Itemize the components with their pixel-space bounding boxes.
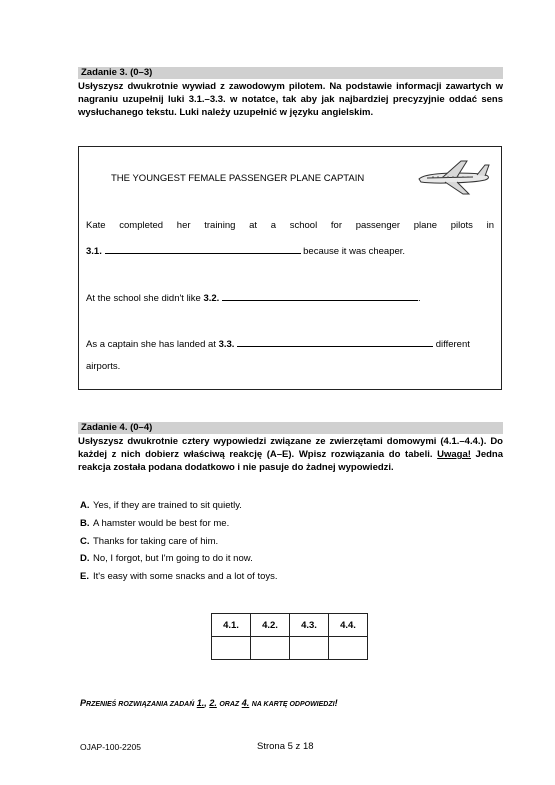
- answer-col-4-1: 4.1.: [212, 614, 251, 637]
- option-text: No, I forgot, but I'm going to do it now.: [93, 553, 253, 564]
- note-line-gap3: [86, 337, 470, 351]
- uwaga-label: Uwaga!: [437, 449, 471, 460]
- option-c: [80, 536, 218, 548]
- answer-cell-4-3[interactable]: [290, 637, 329, 660]
- option-letter: C.: [80, 536, 90, 547]
- answer-col-4-4: 4.4.: [329, 614, 368, 637]
- gap-3-3-field[interactable]: [237, 337, 433, 347]
- note-line-gap2: [86, 291, 421, 305]
- transfer-note-task-1: 1.: [196, 698, 205, 708]
- task4-instruction-2: Jedna reakcja została podana dodatkowo i nie pasuje do żadnej wypowiedzi.: [78, 449, 504, 473]
- task4-header: Zadanie 4. (0–4): [78, 422, 503, 434]
- note-line-1: Kate completed her training at a school for passenger plane pilots in: [86, 220, 494, 231]
- option-e: [80, 571, 278, 583]
- gap-3-2-field[interactable]: [222, 291, 418, 301]
- transfer-note-oraz: ORAZ: [219, 701, 240, 708]
- task3-instruction: Usłyszysz dwukrotnie wywiad z zawodowym pilotem. Na podstawie informacji zawartych w nagraniu uzupełnij luki 3.1.–3.3. w notatce, tak aby jak najbardziej precyzyjnie oddać sens wysłuchanego tekstu. Luki należy uzupełnić w języku angielskim.: [78, 81, 503, 118]
- option-d: [80, 553, 253, 565]
- transfer-note-task-2: 2.: [209, 698, 217, 708]
- gap-label-3-3: 3.3.: [218, 339, 235, 350]
- gap-3-1-field[interactable]: [105, 244, 301, 254]
- answer-cell-4-1[interactable]: [212, 637, 251, 660]
- option-letter: D.: [80, 553, 90, 564]
- gap-label-3-1: 3.1.: [86, 246, 102, 257]
- answer-cell-4-4[interactable]: [329, 637, 368, 660]
- note-box: [78, 146, 502, 390]
- transfer-note-sep: ,: [204, 698, 207, 708]
- option-letter: E.: [80, 571, 89, 582]
- airplane-icon: [413, 157, 493, 197]
- task4-instruction-1: Usłyszysz dwukrotnie cztery wypowiedzi związane ze zwierzętami domowymi (4.1.–4.4.). Do każdej z nich dobierz właściwą reakcję (A–E). Wpisz rozwiązania do tabeli.: [78, 436, 503, 460]
- answer-table-row: [212, 637, 368, 660]
- answer-table-header: [212, 614, 368, 637]
- option-letter: B.: [80, 518, 90, 529]
- transfer-note-task-4: 4.: [241, 698, 250, 708]
- page-number: Strona 5 z 18: [257, 741, 314, 752]
- gap-label-3-2: 3.2.: [203, 293, 220, 304]
- option-a: [80, 500, 242, 512]
- note-title: THE YOUNGEST FEMALE PASSENGER PLANE CAPTAIN: [111, 173, 365, 184]
- transfer-note-excl: !: [334, 698, 338, 708]
- note-line-1-end: because it was cheaper.: [303, 246, 406, 257]
- answer-col-4-2: 4.2.: [251, 614, 290, 637]
- option-text: Thanks for taking care of him.: [93, 536, 219, 547]
- option-text: It's easy with some snacks and a lot of toys.: [93, 571, 278, 582]
- task3-header: Zadanie 3. (0–3): [78, 67, 503, 79]
- note-line-2-start: At the school she didn't like: [86, 293, 201, 304]
- answer-cell-4-2[interactable]: [251, 637, 290, 660]
- transfer-note-initial: P: [80, 698, 87, 708]
- answer-col-4-3: 4.3.: [290, 614, 329, 637]
- option-letter: A.: [80, 500, 90, 511]
- task4-instruction: [78, 435, 503, 474]
- note-line-3-start: As a captain she has landed at: [86, 339, 216, 350]
- answer-table: [211, 613, 368, 660]
- note-line-4: airports.: [86, 361, 121, 372]
- exam-code: OJAP-100-2205: [80, 742, 141, 752]
- note-line-3-end: different: [435, 339, 470, 350]
- option-text: Yes, if they are trained to sit quietly.: [93, 500, 242, 511]
- transfer-note-end: NA KARTĘ ODPOWIEDZI: [251, 701, 335, 708]
- option-text: A hamster would be best for me.: [93, 518, 230, 529]
- transfer-note: [80, 698, 338, 708]
- option-b: [80, 518, 229, 530]
- note-line-gap1: [86, 244, 405, 258]
- note-line-2-end: .: [417, 293, 421, 304]
- transfer-note-text: RZENIEŚ ROZWIĄZANIA ZADAŃ: [86, 701, 195, 708]
